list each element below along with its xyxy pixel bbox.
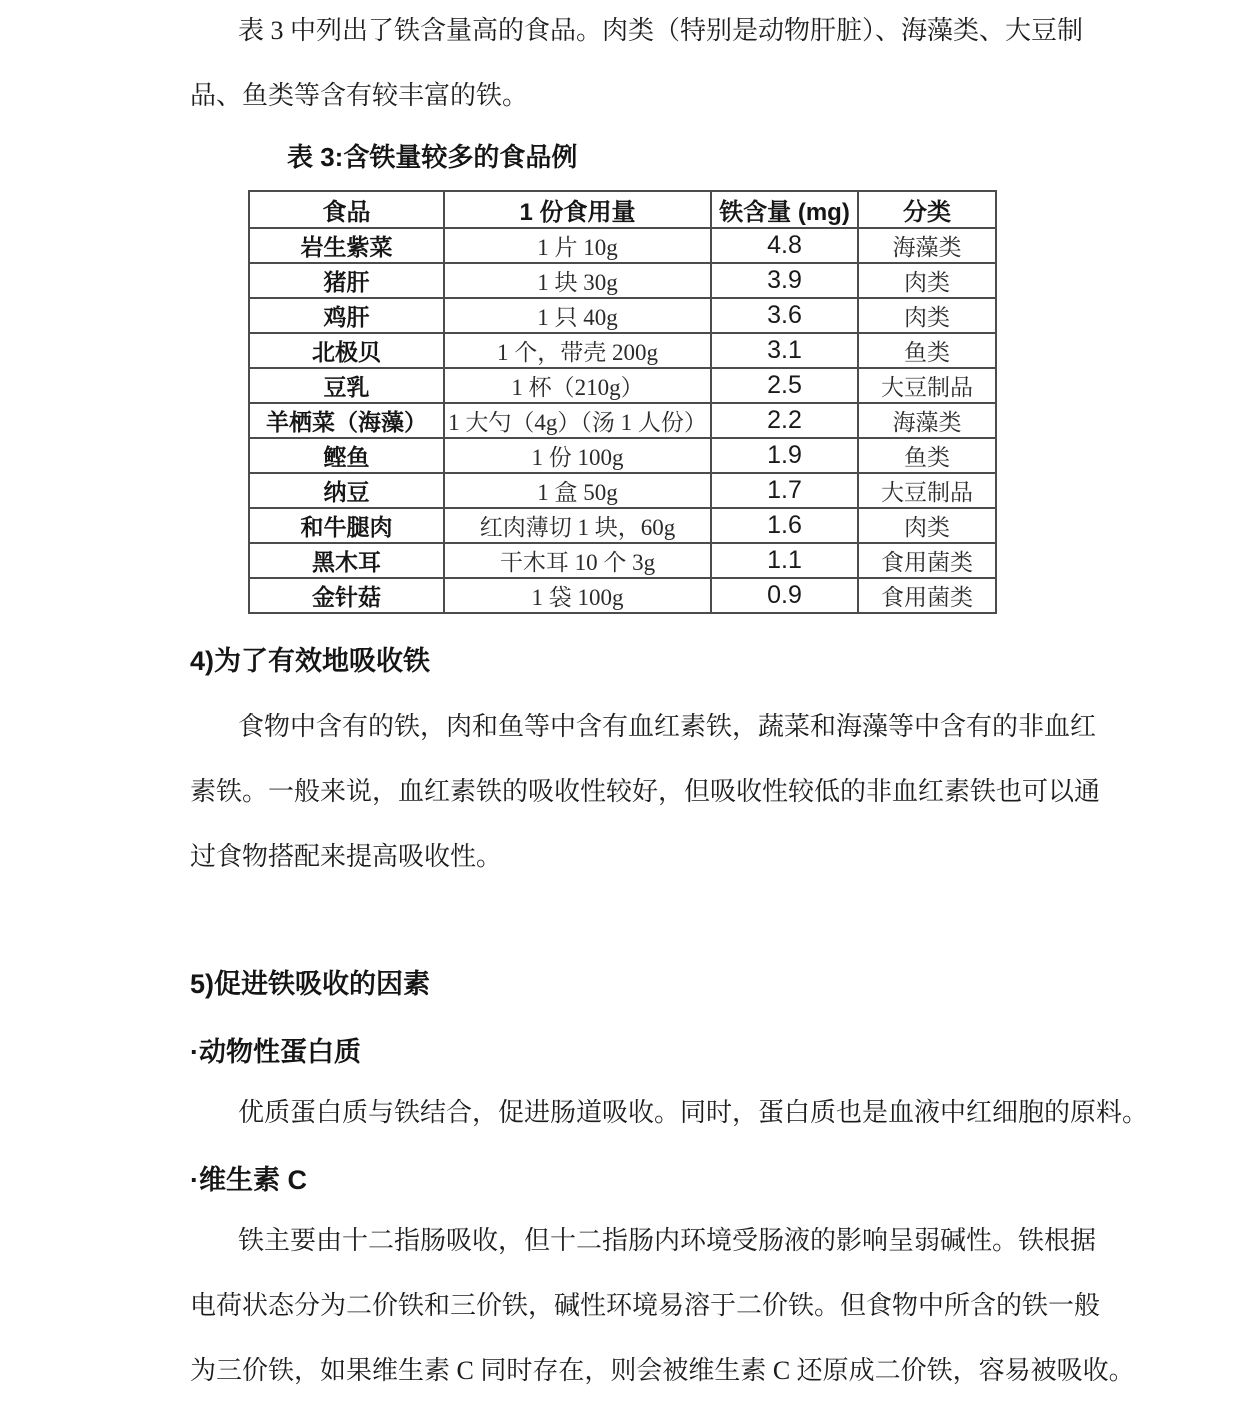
section5-heading: 5)促进铁吸收的因素 xyxy=(190,969,431,999)
iron-cell: 3.1 xyxy=(711,333,858,368)
category-cell: 大豆制品 xyxy=(858,368,996,403)
iron-cell: 3.6 xyxy=(711,298,858,333)
iron-cell: 2.5 xyxy=(711,368,858,403)
table-row xyxy=(249,508,996,543)
iron-cell: 1.1 xyxy=(711,543,858,578)
food-cell: 纳豆 xyxy=(249,473,444,508)
food-cell: 猪肝 xyxy=(249,263,444,298)
table-row xyxy=(249,403,996,438)
iron-cell: 1.6 xyxy=(711,508,858,543)
table-row xyxy=(249,543,996,578)
food-cell: 豆乳 xyxy=(249,368,444,403)
category-cell: 鱼类 xyxy=(858,333,996,368)
section4-paragraph xyxy=(190,694,1150,889)
table-row xyxy=(249,368,996,403)
table-row xyxy=(249,438,996,473)
category-cell: 食用菌类 xyxy=(858,578,996,613)
serving-cell: 1 盒 50g xyxy=(444,473,711,508)
category-cell: 大豆制品 xyxy=(858,473,996,508)
iron-cell: 0.9 xyxy=(711,578,858,613)
vitamin-c-subheading: ·维生素 C xyxy=(190,1165,307,1195)
food-cell: 鲣鱼 xyxy=(249,438,444,473)
paragraph-line: 表 3 中列出了铁含量高的食品。肉类（特别是动物肝脏）、海藻类、大豆制 xyxy=(238,16,1084,45)
serving-cell: 1 杯（210g） xyxy=(444,368,711,403)
category-cell: 海藻类 xyxy=(858,403,996,438)
food-cell: 金针菇 xyxy=(249,578,444,613)
iron-cell: 2.2 xyxy=(711,403,858,438)
serving-cell: 1 块 30g xyxy=(444,263,711,298)
iron-cell: 1.7 xyxy=(711,473,858,508)
animal-protein-subheading: ·动物性蛋白质 xyxy=(190,1037,361,1067)
section4-heading: 4)为了有效地吸收铁 xyxy=(190,646,431,676)
paragraph-line: 过食物搭配来提高吸收性。 xyxy=(190,842,503,871)
food-cell: 和牛腿肉 xyxy=(249,508,444,543)
paragraph-line: 品、鱼类等含有较丰富的铁。 xyxy=(190,81,529,110)
table-row xyxy=(249,473,996,508)
category-cell: 鱼类 xyxy=(858,438,996,473)
serving-cell: 红肉薄切 1 块，60g xyxy=(444,508,711,543)
serving-cell: 1 份 100g xyxy=(444,438,711,473)
table-row xyxy=(249,228,996,263)
header-category: 分类 xyxy=(858,191,996,228)
iron-cell: 1.9 xyxy=(711,438,858,473)
table-row xyxy=(249,333,996,368)
serving-cell: 1 片 10g xyxy=(444,228,711,263)
food-cell: 黑木耳 xyxy=(249,543,444,578)
iron-content-table xyxy=(248,190,997,614)
table-row xyxy=(249,263,996,298)
header-serving: 1 份食用量 xyxy=(444,191,711,228)
iron-cell: 4.8 xyxy=(711,228,858,263)
paragraph-line: 为三价铁，如果维生素 C 同时存在，则会被维生素 C 还原成二价铁，容易被吸收。 xyxy=(190,1356,1135,1385)
category-cell: 肉类 xyxy=(858,263,996,298)
serving-cell: 干木耳 10 个 3g xyxy=(444,543,711,578)
serving-cell: 1 大勺（4g）（汤 1 人份） xyxy=(444,403,711,438)
paragraph-line: 电荷状态分为二价铁和三价铁，碱性环境易溶于二价铁。但食物中所含的铁一般 xyxy=(190,1291,1101,1320)
paragraph-line: 素铁。一般来说，血红素铁的吸收性较好，但吸收性较低的非血红素铁也可以通 xyxy=(190,777,1101,806)
table-title: 表 3:含铁量较多的食品例 xyxy=(287,142,578,172)
serving-cell: 1 袋 100g xyxy=(444,578,711,613)
food-cell: 羊栖菜（海藻） xyxy=(249,403,444,438)
table-row xyxy=(249,578,996,613)
iron-cell: 3.9 xyxy=(711,263,858,298)
paragraph-line: 铁主要由十二指肠吸收，但十二指肠内环境受肠液的影响呈弱碱性。铁根据 xyxy=(238,1226,1097,1255)
header-food: 食品 xyxy=(249,191,444,228)
category-cell: 肉类 xyxy=(858,508,996,543)
food-cell: 鸡肝 xyxy=(249,298,444,333)
food-cell: 北极贝 xyxy=(249,333,444,368)
serving-cell: 1 个，带壳 200g xyxy=(444,333,711,368)
paragraph-line: 优质蛋白质与铁结合，促进肠道吸收。同时，蛋白质也是血液中红细胞的原料。 xyxy=(238,1098,1149,1127)
category-cell: 食用菌类 xyxy=(858,543,996,578)
vitamin-c-paragraph xyxy=(190,1208,1150,1403)
category-cell: 肉类 xyxy=(858,298,996,333)
paragraph-line: 食物中含有的铁，肉和鱼等中含有血红素铁，蔬菜和海藻等中含有的非血红 xyxy=(238,712,1097,741)
food-cell: 岩生紫菜 xyxy=(249,228,444,263)
category-cell: 海藻类 xyxy=(858,228,996,263)
table-header-row xyxy=(249,191,996,228)
table-row xyxy=(249,298,996,333)
header-iron: 铁含量 (mg) xyxy=(711,191,858,228)
intro-paragraph xyxy=(190,0,1150,128)
animal-protein-paragraph xyxy=(190,1080,1150,1145)
serving-cell: 1 只 40g xyxy=(444,298,711,333)
